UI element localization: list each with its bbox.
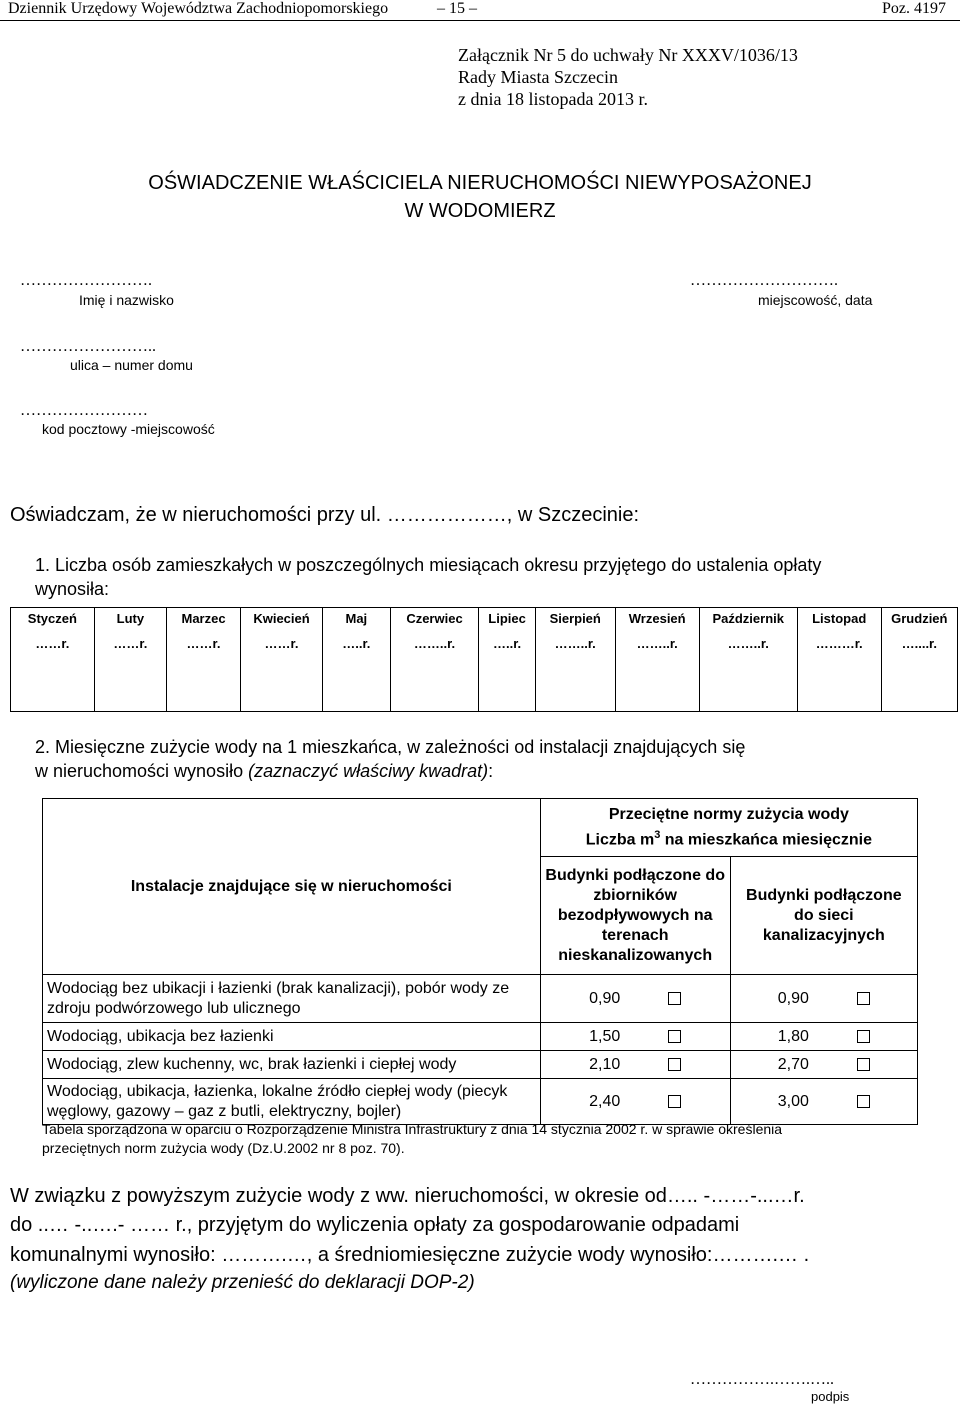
page-number: – 15 – <box>437 0 477 17</box>
month-cell-july <box>479 608 535 712</box>
value-text: 3,00 <box>777 1092 809 1110</box>
checkbox-square[interactable] <box>857 992 870 1005</box>
checkbox-square[interactable] <box>857 1058 870 1071</box>
norms-header-line-1: Przeciętne normy zużycia wody <box>608 805 849 823</box>
norms-header <box>540 799 917 857</box>
table-row <box>43 1023 918 1051</box>
summary-line-2: do ..… -..….- …… r., przyjętym do wyliczenia opłaty za gospodarowanie odpadami <box>10 1214 740 1236</box>
table-row <box>43 1051 918 1079</box>
checkbox-square[interactable] <box>668 1058 681 1071</box>
value-text: 0,90 <box>777 989 809 1007</box>
month-value: ……..r. <box>413 636 456 651</box>
name-label: Imię i nazwisko <box>79 292 174 308</box>
section-2-line-1: 2. Miesięczne zużycie wody na 1 mieszkańca, w zależności od instalacji znajdujących się <box>35 737 746 757</box>
street-dots: …………………….. <box>20 338 156 355</box>
month-value: …..r. <box>342 636 371 651</box>
month-value: ……..r. <box>727 636 769 651</box>
month-cell-october <box>699 608 797 712</box>
month-name: Styczeń <box>27 611 77 626</box>
checkbox-square[interactable] <box>668 992 681 1005</box>
row-value-2 <box>730 975 917 1023</box>
month-name: Czerwiec <box>406 611 463 626</box>
value-text: 2,70 <box>777 1055 809 1073</box>
row-description: Wodociąg bez ubikacji i łazienki (brak kanalizacji), pobór wody ze zdroju podwórzowego lub ulicznego <box>43 975 541 1023</box>
section-2-line-2 <box>35 761 493 782</box>
section-2-italic: (zaznaczyć właściwy kwadrat) <box>248 761 489 781</box>
publication-name: Dziennik Urzędowy Województwa Zachodniopomorskiego <box>8 0 389 17</box>
month-value: ………r. <box>815 636 863 651</box>
month-name: Marzec <box>181 611 226 626</box>
table-note-line-1: Tabela sporządzona w oparciu o Rozporządzenie Ministra Infrastruktury z dnia 14 stycznia 2002 r. w sprawie określenia <box>42 1121 783 1137</box>
monthly-residents-table <box>10 607 958 712</box>
street-label: ulica – numer domu <box>70 357 193 373</box>
month-value: ……..r. <box>636 636 678 651</box>
month-name: Grudzień <box>891 611 948 626</box>
annex-line-1: Załącznik Nr 5 do uchwały Nr XXXV/1036/13 <box>458 45 798 65</box>
month-cell-march <box>167 608 241 712</box>
row-value-2 <box>730 1079 917 1125</box>
section-2-plain: w nieruchomości wynosiło <box>35 761 249 781</box>
row-description: Wodociąg, ubikacja bez łazienki <box>43 1023 541 1051</box>
norms-header-rest: na mieszkańca miesięcznie <box>660 831 872 849</box>
month-cell-may <box>323 608 391 712</box>
month-cell-december <box>881 608 957 712</box>
position-number: Poz. 4197 <box>882 0 946 17</box>
month-value: ……r. <box>35 636 70 651</box>
section-1-line-2: wynosiła: <box>35 579 110 599</box>
summary-line-3: komunalnymi wynosiło: ……….…, a średniomiesięczne zużycie wody wynosiło:……….… . <box>10 1244 810 1266</box>
month-cell-february <box>94 608 166 712</box>
value-text: 2,10 <box>589 1055 621 1073</box>
month-value: …....r. <box>901 636 938 651</box>
checkbox-square[interactable] <box>857 1030 870 1043</box>
month-name: Wrzesień <box>628 611 686 626</box>
month-cell-april <box>240 608 322 712</box>
month-cell-june <box>390 608 479 712</box>
month-name: Maj <box>345 611 368 626</box>
norms-header-unit: Liczba m <box>585 831 655 849</box>
postal-label: kod pocztowy -miejscowość <box>42 421 215 437</box>
declaration-text: Oświadczam, że w nieruchomości przy ul. ………………, w Szczecinie: <box>10 504 640 526</box>
norms-header-sup: 3 <box>654 828 661 841</box>
month-cell-january <box>11 608 95 712</box>
row-value-1 <box>540 1051 730 1079</box>
row-value-2 <box>730 1023 917 1051</box>
month-name: Listopad <box>812 611 867 626</box>
document-title-line-1: OŚWIADCZENIE WŁAŚCICIELA NIERUCHOMOŚCI NIEWYPOSAŻONEJ <box>148 172 812 194</box>
col-tank-header: Budynki podłączone do zbiorników bezodpływowych na terenach nieskanalizowanych <box>540 857 730 975</box>
month-value: ……r. <box>186 636 221 651</box>
summary-note: (wyliczone dane należy przenieść do deklaracji DOP-2) <box>10 1272 475 1293</box>
month-value: …..r. <box>492 636 522 651</box>
table-note-line-2: przeciętnych norm zużycia wody (Dz.U.2002 nr 8 poz. 70). <box>42 1140 405 1156</box>
checkbox-square[interactable] <box>668 1030 681 1043</box>
col-sewer-header: Budynki podłączone do sieci kanalizacyjnych <box>730 857 917 975</box>
postal-dots: …………………… <box>20 402 148 419</box>
month-cell-august <box>535 608 615 712</box>
place-date-dots: ………………………. <box>690 272 838 289</box>
month-cell-september <box>615 608 699 712</box>
value-text: 0,90 <box>589 989 621 1007</box>
row-description: Wodociąg, ubikacja, łazienka, lokalne źródło ciepłej wody (piecyk węglowy, gazowy – gaz z butli, elektryczny, bojler) <box>43 1079 541 1125</box>
month-name: Luty <box>116 611 145 626</box>
norms-header-line-2 <box>545 825 913 850</box>
row-description: Wodociąg, zlew kuchenny, wc, brak łazienki i ciepłej wody <box>43 1051 541 1079</box>
signature-label: podpis <box>811 1389 850 1404</box>
row-value-1 <box>540 975 730 1023</box>
installations-header: Instalacje znajdujące się w nieruchomości <box>43 799 541 975</box>
annex-line-3: z dnia 18 listopada 2013 r. <box>458 89 648 109</box>
month-name: Lipiec <box>488 611 526 626</box>
checkbox-square[interactable] <box>857 1095 870 1108</box>
place-date-label: miejscowość, data <box>758 292 873 308</box>
row-value-1 <box>540 1079 730 1125</box>
value-text: 1,50 <box>589 1027 621 1045</box>
month-name: Kwiecień <box>253 611 310 626</box>
water-norms-table <box>42 798 918 1125</box>
checkbox-square[interactable] <box>668 1095 681 1108</box>
table-row <box>43 975 918 1023</box>
summary-line-1: W związku z powyższym zużycie wody z ww. nieruchomości, w okresie od….. -……-...…r. <box>10 1185 805 1207</box>
signature-dots: …………….…….….. <box>690 1371 834 1388</box>
table-row <box>43 1079 918 1125</box>
value-text: 2,40 <box>589 1092 621 1110</box>
annex-line-2: Rady Miasta Szczecin <box>458 67 618 87</box>
section-2-end: : <box>488 761 494 781</box>
month-cell-november <box>797 608 881 712</box>
month-value: ……r. <box>113 636 148 651</box>
header-divider <box>0 20 960 21</box>
row-value-1 <box>540 1023 730 1051</box>
month-name: Październik <box>712 611 784 626</box>
row-value-2 <box>730 1051 917 1079</box>
document-title-line-2: W WODOMIERZ <box>404 200 556 222</box>
value-text: 1,80 <box>777 1027 809 1045</box>
month-name: Sierpień <box>549 611 601 626</box>
section-1-line-1: 1. Liczba osób zamieszkałych w poszczególnych miesiącach okresu przyjętego do ustalenia opłaty <box>35 555 822 575</box>
name-dots: ……………………. <box>20 272 152 289</box>
month-value: ……..r. <box>554 636 596 651</box>
month-value: ……r. <box>264 636 299 651</box>
